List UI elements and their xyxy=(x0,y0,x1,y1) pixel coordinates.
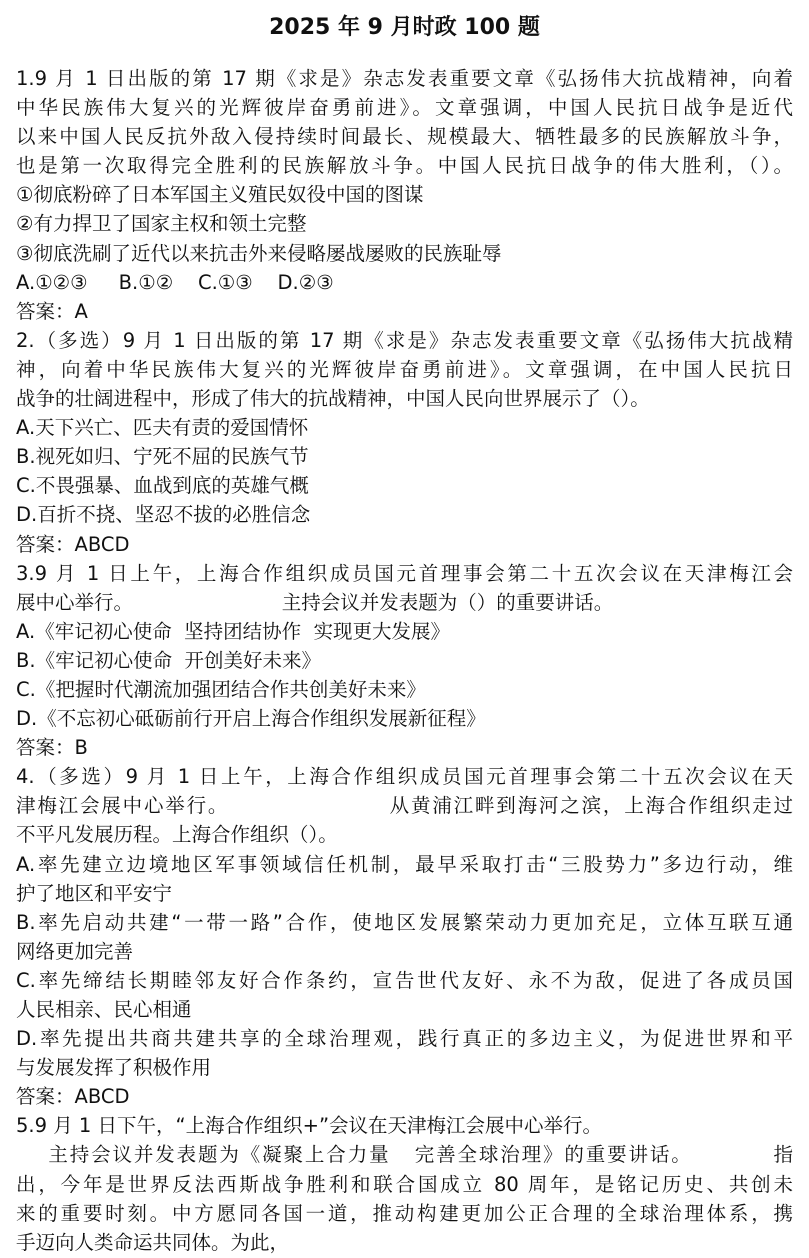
text-line: 中华民族伟大复兴的光辉彼岸奋勇前进》。文章强调，中国人民抗日战争是近代 xyxy=(16,96,793,120)
text-line: 人民相亲、民心相通 xyxy=(16,998,192,1021)
text-line: A.①②③ B.①② C.①③ D.②③ xyxy=(16,270,334,294)
text-line: B.《牢记初心使命 开创美好未来》 xyxy=(16,648,321,672)
answer-line: 答案：ABCD xyxy=(16,532,130,556)
answer-line: 答案：A xyxy=(16,299,88,323)
text-line: ③彻底洗刷了近代以来抗击外来侵略屡战屡败的民族耻辱 xyxy=(16,241,502,265)
text-line: B.率先启动共建“一带一路”合作，使地区发展繁荣动力更加充足，立体互联互通 xyxy=(16,910,793,934)
text-line: 神，向着中华民族伟大复兴的光辉彼岸奋勇前进》。文章强调，在中国人民抗日 xyxy=(16,357,793,381)
text-line: 4.（多选）9 月 1 日上午，上海合作组织成员国元首理事会第二十五次会议在天 xyxy=(16,765,793,789)
text-line: 津梅江会展中心举行。 从黄浦江畔到海河之滨，上海合作组织走过 xyxy=(16,794,793,818)
text-line: 来的重要时刻。中方愿同各国一道，推动构建更加公正合理的全球治理体系，携 xyxy=(16,1201,793,1225)
text-line: A.天下兴亡、匹夫有责的爱国情怀 xyxy=(16,416,309,440)
text-line: A.《牢记初心使命 坚持团结协作 实现更大发展》 xyxy=(16,619,450,643)
text-line: D.率先提出共商共建共享的全球治理观，践行真正的多边主义，为促进世界和平 xyxy=(16,1027,793,1051)
text-line: D.《不忘初心砥砺前行开启上海合作组织发展新征程》 xyxy=(16,707,486,731)
text-line: 主持会议并发表题为《凝聚上合力量 完善全球治理》的重要讲话。 指 xyxy=(16,1143,793,1167)
text-line: 网络更加完善 xyxy=(16,939,134,963)
text-line: C.《把握时代潮流加强团结合作共创美好未来》 xyxy=(16,677,426,701)
text-line: 展中心举行。 主持会议并发表题为（）的重要讲话。 xyxy=(16,590,614,614)
text-line: 手迈向人类命运共同体。为此， xyxy=(16,1230,290,1254)
text-line: D.百折不挠、坚忍不拔的必胜信念 xyxy=(16,503,311,527)
text-line: 也是第一次取得完全胜利的民族解放斗争。中国人民抗日战争的伟大胜利，（）。 xyxy=(16,154,793,178)
text-line: 战争的壮阔进程中，形成了伟大的抗战精神，中国人民向世界展示了（）。 xyxy=(16,387,650,411)
text-line: 3.9 月 1 日上午，上海合作组织成员国元首理事会第二十五次会议在天津梅江会 xyxy=(16,561,793,585)
text-line: 不平凡发展历程。上海合作组织（）。 xyxy=(16,823,338,847)
text-line: 护了地区和平安宁 xyxy=(16,881,173,905)
text-line: 以来中国人民反抗外敌入侵持续时间最长、规模最大、牺牲最多的民族解放斗争， xyxy=(16,125,793,149)
text-line: 出，今年是世界反法西斯战争胜利和联合国成立 80 周年，是铭记历史、共创未 xyxy=(16,1172,793,1196)
document-title: 2025 年 9 月时政 100 题 xyxy=(269,15,540,40)
text-line: A.率先建立边境地区军事领域信任机制，最早采取打击“三股势力”多边行动，维 xyxy=(16,852,793,876)
text-line: ①彻底粉碎了日本军国主义殖民奴役中国的图谋 xyxy=(16,183,424,207)
text-line: C.率先缔结长期睦邻友好合作条约，宣告世代友好、永不为敌，促进了各成员国 xyxy=(16,968,793,992)
answer-line: 答案：B xyxy=(16,736,88,760)
text-line: 5.9 月 1 日下午，“上海合作组织+”会议在天津梅江会展中心举行。 xyxy=(16,1114,603,1138)
text-line: ②有力捍卫了国家主权和领土完整 xyxy=(16,212,307,236)
text-line: C.不畏强暴、血战到底的英雄气概 xyxy=(16,474,309,498)
document-body xyxy=(16,64,793,1257)
text-line: 1.9 月 1 日出版的第 17 期《求是》杂志发表重要文章《弘扬伟大抗战精神，向着 xyxy=(16,67,793,90)
answer-line: 答案：ABCD xyxy=(16,1085,130,1109)
text-line: 2.（多选）9 月 1 日出版的第 17 期《求是》杂志发表重要文章《弘扬伟大抗战精 xyxy=(16,328,793,352)
text-line: B.视死如归、宁死不屈的民族气节 xyxy=(16,445,309,469)
text-line: 与发展发挥了积极作用 xyxy=(16,1056,212,1080)
